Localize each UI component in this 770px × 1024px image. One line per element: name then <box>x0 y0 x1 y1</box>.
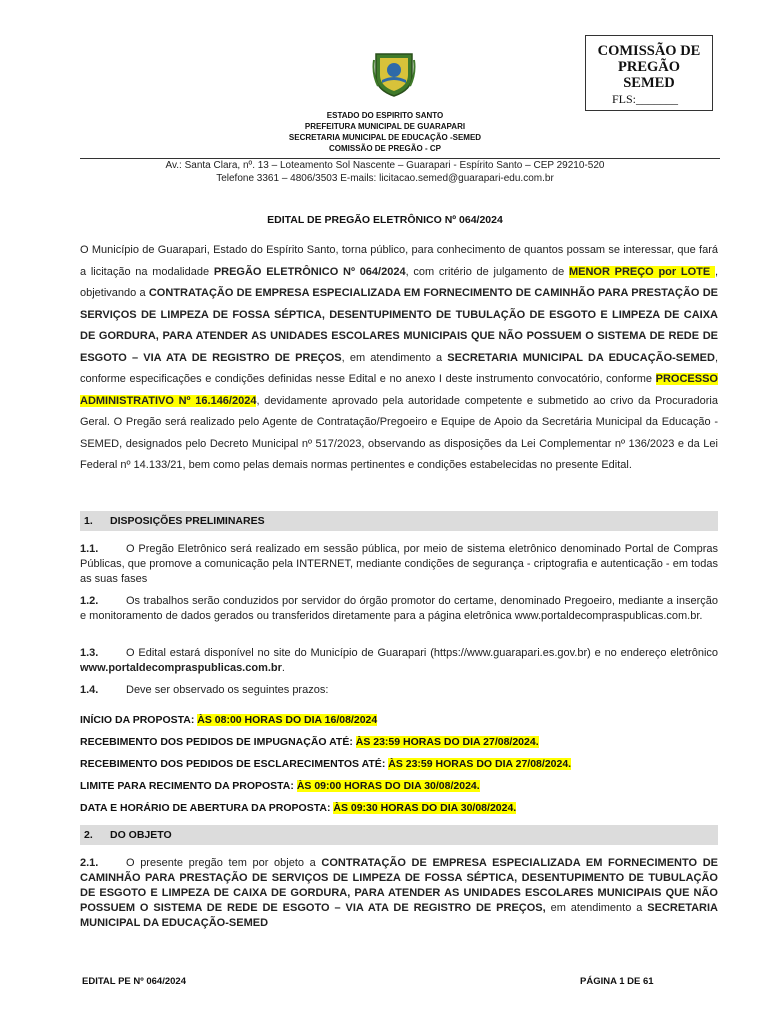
guarapari-link[interactable]: https://www.guarapari.es.gov.br <box>433 647 588 659</box>
list-item: 1.4. Deve ser observado os seguintes prazos: <box>80 684 329 696</box>
list-item: 1.2. Os trabalhos serão conduzidos por servidor do órgão promotor do certame, denominado Pregoeiro, mediante a inserção e monitoramento de dados gerados ou transferidos diretamente para a página eletrônica www.portaldecompraspublicas.com.br. <box>80 595 718 622</box>
section-heading-1: 1. DISPOSIÇÕES PRELIMINARES <box>80 511 718 531</box>
header-state: ESTADO DO ESPIRITO SANTO <box>326 111 444 120</box>
header-prefeitura: PREFEITURA MUNICIPAL DE GUARAPARI <box>304 122 466 131</box>
coat-of-arms-icon <box>372 50 416 98</box>
deadline-row: INÍCIO DA PROPOSTA: ÀS 08:00 HORAS DO DIA 16/08/2024 <box>80 714 378 726</box>
intro-paragraph: O Município de Guarapari, Estado do Espírito Santo, torna público, para conhecimento de quantos possam se interessar, que fará a licitação na modalidade PREGÃO ELETRÔNICO Nº 064/2024, com critério de julgamento de MENOR PREÇO por LOTE , objetivando a CONTRATAÇÃO DE EMPRESA ESPECIALIZADA EM FORNECIMENTO DE CAMINHÃO PARA PRESTAÇÃO DE SERVIÇOS DE LIMPEZA DE FOSSA SÉPTICA, DESENTUPIMENTO DE TUBULAÇÃO DE ESGOTO E LIMPEZA DE CAIXA DE GORDURA, PARA ATENDER AS UNIDADES ESCOLARES MUNICIPAIS QUE NÃO POSSUEM O SISTEMA DE REDE DE ESGOTO – VIA ATA DE REGISTRO DE PREÇOS, em atendimento a SECRETARIA MUNICIPAL DA EDUCAÇÃO-SEMED, conforme especificações e condições definidas nesse Edital e no anexo I deste instrumento convocatório, conforme PROCESSO ADMINISTRATIVO Nº 16.146/2024, devidamente aprovado pela autoridade competente e submetido ao crivo da Procuradoria Geral. O Pregão será realizado pelo Agente de Contratação/Pregoeiro e Equipe de Apoio da Secretária Municipal da Educação - SEMED, designados pelo Decreto Municipal nº 517/2023, observando as disposições da Lei Complementar nº 136/2023 e da Lei Federal nº 14.133/21, bem como pelas demais normas pertinentes e condições estabelecidas no presente Edital. <box>80 244 718 471</box>
deadline-row: LIMITE PARA RECIMENTO DA PROPOSTA: ÀS 09:00 HORAS DO DIA 30/08/2024. <box>80 780 480 792</box>
stamp-line-3: SEMED <box>623 75 675 91</box>
header-divider <box>80 158 720 159</box>
list-item: 1.1. O Pregão Eletrônico será realizado em sessão pública, por meio de sistema eletrônico denominado Portal de Compras Públicas, que promove a comunicação pela INTERNET, mediante condições de segurança - criptografia e autenticação - em todas as suas fases <box>80 543 718 585</box>
section-heading-2: 2. DO OBJETO <box>80 825 718 845</box>
list-item: 1.3. O Edital estará disponível no site do Município de Guarapari (https://www.guarapari.es.gov.br) e no endereço eletrônico www.portaldecompraspublicas.com.br. <box>80 647 719 674</box>
list-item: 2.1. O presente pregão tem por objeto a CONTRATAÇÃO DE EMPRESA ESPECIALIZADA EM FORNECIMENTO DE CAMINHÃO PARA PRESTAÇÃO DE SERVIÇOS DE LIMPEZA DE FOSSA SÉPTICA, DESENTUPIMENTO DE TUBULAÇÃO DE ESGOTO E LIMPEZA DE CAIXA DE GORDURA, PARA ATENDER AS UNIDADES ESCOLARES MUNICIPAIS QUE NÃO POSSUEM O SISTEMA DE REDE DE ESGOTO – VIA ATA DE REGISTRO DE PREÇOS, em atendimento a SECRETARIA MUNICIPAL DA EDUCAÇÃO-SEMED <box>80 857 718 929</box>
commission-stamp <box>585 35 713 111</box>
deadline-row: RECEBIMENTO DOS PEDIDOS DE ESCLARECIMENTOS ATÉ: ÀS 23:59 HORAS DO DIA 27/08/2024. <box>80 758 572 770</box>
page-number: PÁGINA 1 DE 61 <box>580 976 654 987</box>
stamp-line-2: PREGÃO <box>617 59 681 75</box>
stamp-fls: FLS:_______ <box>612 92 679 106</box>
footer-edital: EDITAL PE Nº 064/2024 <box>82 976 186 987</box>
header-secretaria: SECRETARIA MUNICIPAL DE EDUCAÇÃO -SEMED <box>288 133 482 142</box>
process-highlight: PROCESSO ADMINISTRATIVO Nº 16.146/2024 <box>80 373 718 407</box>
header-address: Av.: Santa Clara, nº. 13 – Loteamento Sol Nascente – Guarapari - Espírito Santo – CEP 29210-520 <box>165 160 605 171</box>
portal-link[interactable]: www.portaldecompraspublicas.com.br <box>80 662 282 674</box>
criteria-highlight: MENOR PREÇO por LOTE <box>568 265 715 278</box>
deadline-row: DATA E HORÁRIO DE ABERTURA DA PROPOSTA: ÀS 09:30 HORAS DO DIA 30/08/2024. <box>80 802 517 814</box>
page-title: EDITAL DE PREGÃO ELETRÔNICO Nº 064/2024 <box>267 214 503 226</box>
header-contact: Telefone 3361 – 4806/3503 E-mails: licitacao.semed@guarapari-edu.com.br <box>216 173 554 184</box>
header-comissao: COMISSÃO DE PREGÃO - CP <box>328 144 441 153</box>
deadline-row: RECEBIMENTO DOS PEDIDOS DE IMPUGNAÇÃO ATÉ: ÀS 23:59 HORAS DO DIA 27/08/2024. <box>80 736 539 748</box>
stamp-line-1: COMISSÃO DE <box>597 43 701 59</box>
